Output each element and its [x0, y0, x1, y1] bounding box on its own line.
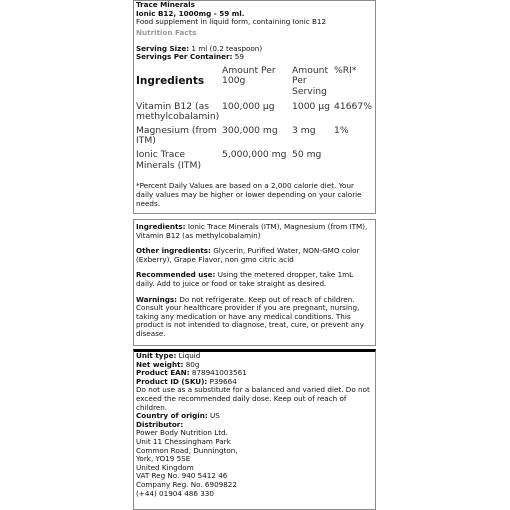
daily-values-footnote: *Percent Daily Values are based on a 2,000 calorie diet. Your daily values may be higher or lower depending on your calorie needs.: [136, 181, 362, 208]
header-ingredients: Ingredients: [136, 75, 205, 88]
table-row: [136, 102, 374, 126]
product-info-panel: [133, 349, 376, 510]
distributor-line: Power Body Nutrition Ltd.: [136, 428, 228, 438]
table-row: [136, 126, 374, 150]
details-panel: [133, 219, 376, 346]
distributor-line: Common Road, Dunnington,: [136, 445, 238, 455]
row-ri: [334, 150, 374, 174]
product-subtitle: Ionic B12, 1000mg - 59 ml.: [136, 8, 245, 18]
unit-type: Unit type: Liquid: [136, 351, 201, 360]
row-ri: 41667%: [334, 100, 372, 112]
product-ean: Product EAN: 878941003561: [136, 368, 247, 378]
row-ri: 1%: [334, 124, 349, 136]
row-per-serving: 1000 µg: [292, 100, 330, 112]
product-sku: Product ID (SKU): P39664: [136, 376, 237, 386]
row-name: Vitamin B12 (as methylcobalamin): [136, 100, 220, 123]
ingredients-table: [136, 66, 374, 174]
ingredients-paragraph: Ingredients: Ionic Trace Minerals (ITM), Magnesium (from ITM), Vitamin B12 (as methylcobalamin): [136, 222, 368, 240]
distributor-line: United Kingdom: [136, 462, 194, 472]
recommended-use-paragraph: Recommended use: Using the metered dropper, take 1mL daily. Add to juice or food or take straight as desired.: [136, 270, 354, 288]
row-per-100g: 300,000 mg: [222, 124, 278, 136]
row-per-100g: 5,000,000 mg: [222, 148, 287, 160]
distributor-heading: Distributor:: [136, 419, 184, 429]
header-ri: %RI*: [334, 64, 357, 76]
distributor-line: VAT Reg No. 940 5412 46: [136, 471, 228, 481]
row-per-100g: 100,000 µg: [222, 100, 275, 112]
header-per-100g: Amount Per 100g: [222, 64, 276, 87]
product-title: Trace Minerals: [136, 0, 195, 9]
servings-per-container: Servings Per Container: 59: [136, 52, 244, 62]
distributor-line: (+44) 01904 486 330: [136, 488, 214, 498]
row-name: Ionic Trace Minerals (ITM): [136, 148, 202, 171]
header-per-serving: Amount Per Serving: [292, 64, 329, 97]
product-description: Food supplement in liquid form, containing Ionic B12: [136, 17, 327, 27]
row-name: Magnesium (from ITM): [136, 124, 217, 147]
usage-notice: Do not use as a substitute for a balanced and varied diet. Do not exceed the recommended daily dose. Keep out of reach of children.: [136, 385, 370, 412]
net-weight: Net weight: 80g: [136, 359, 200, 369]
table-row: [136, 150, 374, 174]
distributor-line: Unit 11 Chessingham Park: [136, 436, 231, 446]
nutrition-panel: [133, 0, 376, 214]
country-of-origin: Country of origin: US: [136, 411, 220, 421]
other-ingredients-paragraph: Other ingredients: Glycerin, Purified Water, NON-GMO color (Exberry), Grape Flavor, non gmo citric acid: [136, 246, 360, 264]
row-per-serving: 50 mg: [292, 148, 322, 160]
row-per-serving: 3 mg: [292, 124, 316, 136]
distributor-line: Company Reg. No. 6909822: [136, 479, 237, 489]
nutrition-facts-heading: Nutrition Facts: [136, 27, 197, 37]
warnings-paragraph: Warnings: Do not refrigerate. Keep out of reach of children. Consult your healthcare provider if you are pregnant, nursing, taking any medication or have any medical conditions. This product is not intended to diagnose, treat, cure, or prevent any disease.: [136, 294, 364, 338]
distributor-line: York, YO19 5SE: [136, 454, 191, 464]
table-header-row: [136, 66, 374, 102]
serving-size: Serving Size: 1 ml (0.2 teaspoon): [136, 43, 263, 53]
